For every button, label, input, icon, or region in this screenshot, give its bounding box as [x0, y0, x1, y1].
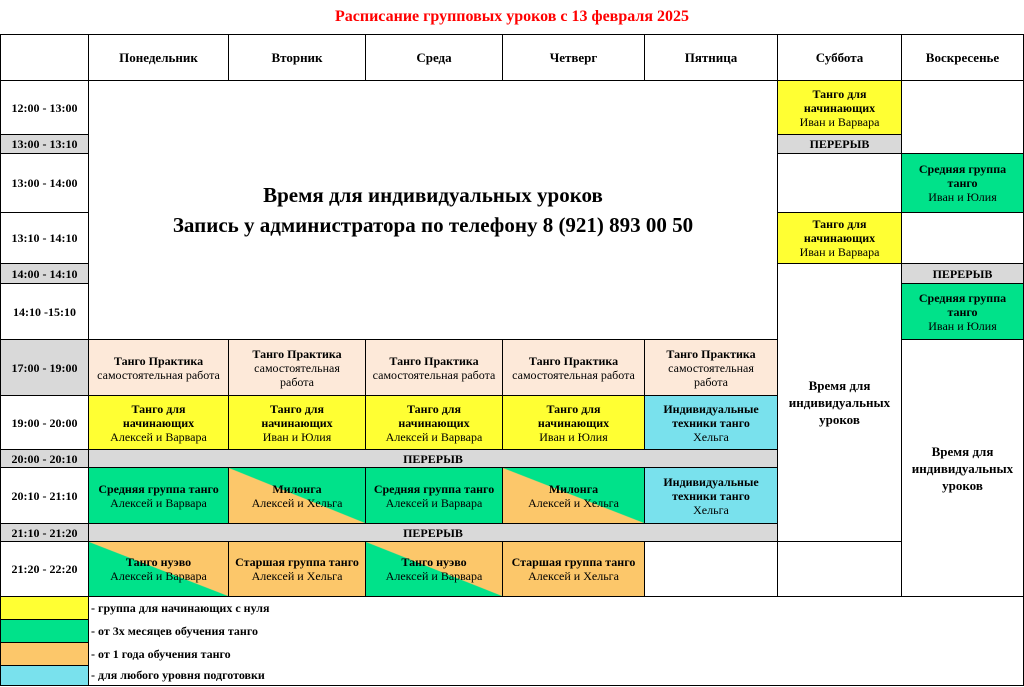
day-header-mon: Понедельник [88, 34, 229, 81]
time-13-00: 13:00 - 14:00 [0, 153, 89, 213]
class-teachers: Иван и Юлия [928, 190, 997, 204]
class-teachers: Алексей и Варвара [385, 429, 483, 444]
class-teachers: Алексей и Варвара [110, 495, 207, 510]
mon-middle-group[interactable] [88, 467, 229, 524]
sun-empty-1 [901, 80, 1024, 154]
class-title: Танго для начинающих [803, 86, 876, 115]
time-13-00-break: 13:00 - 13:10 [0, 134, 89, 154]
day-header-tue: Вторник [228, 34, 366, 81]
time-17-00: 17:00 - 19:00 [0, 339, 89, 396]
class-title: Танго нуэво [401, 555, 467, 569]
class-title: Танго для начинающих [803, 217, 876, 245]
class-teachers: Хельга [693, 429, 729, 444]
sat-break: ПЕРЕРЫВ [777, 134, 902, 154]
fri-individual-techniques-1[interactable] [644, 395, 778, 450]
class-teachers: Иван и Варвара [799, 114, 880, 129]
break-21-10: ПЕРЕРЫВ [88, 523, 778, 542]
class-title: Милонга [272, 481, 322, 496]
sat-tango-beginners-1[interactable] [777, 80, 902, 135]
sun-break: ПЕРЕРЫВ [901, 263, 1024, 284]
class-title: Старшая группа танго [235, 555, 359, 569]
class-teachers: Алексей и Хельга [528, 569, 619, 583]
time-13-10: 13:10 - 14:10 [0, 212, 89, 264]
day-header-sun: Воскресенье [901, 34, 1024, 81]
time-21-10-break: 21:10 - 21:20 [0, 523, 89, 542]
tue-milonga[interactable] [228, 467, 366, 524]
time-19-00: 19:00 - 20:00 [0, 395, 89, 450]
class-teachers: Алексей и Варвара [385, 495, 483, 510]
class-title: Средняя группа танго [918, 290, 1007, 319]
class-title: Танго Практика [113, 353, 204, 368]
class-title: Милонга [548, 481, 599, 496]
legend-yellow-text: - группа для начинающих с нуля [91, 601, 270, 615]
class-title: Средняя группа танго [373, 481, 495, 496]
class-title: Танго для начинающих [398, 401, 470, 430]
class-title: Индивидуальные техники танго [663, 401, 759, 430]
time-20-00-break: 20:00 - 20:10 [0, 449, 89, 468]
thu-senior-group[interactable] [502, 541, 645, 597]
sat-individual: Время для индивидуальных уроков [777, 263, 902, 542]
legend-swatch-green [0, 619, 89, 643]
class-teachers: Хельга [693, 502, 729, 517]
day-header-thu: Четверг [502, 34, 645, 81]
sat-empty-1 [777, 153, 902, 213]
class-title: Танго для начинающих [122, 401, 195, 430]
class-title: Средняя группа танго [98, 481, 219, 496]
fri-individual-techniques-2[interactable] [644, 467, 778, 524]
time-20-10: 20:10 - 21:10 [0, 467, 89, 524]
class-sub: самостоятельная работа [97, 367, 220, 382]
individual-line-2: Запись у администратора по телефону 8 (921) 893 00 50 [172, 213, 694, 237]
time-14-10: 14:10 -15:10 [0, 283, 89, 340]
class-sub: самостоятельная работа [668, 360, 754, 389]
class-teachers: Алексей и Хельга [251, 495, 343, 510]
wed-practice[interactable] [365, 339, 503, 396]
class-sub: самостоятельная работа [254, 360, 340, 389]
class-title: Танго Практика [389, 353, 479, 368]
thu-practice[interactable] [502, 339, 645, 396]
sun-middle-group-2[interactable] [901, 283, 1024, 340]
day-header-sat: Суббота [777, 34, 902, 81]
day-header-fri: Пятница [644, 34, 778, 81]
class-teachers: Алексей и Варвара [110, 429, 207, 444]
class-title: Средняя группа танго [918, 162, 1007, 190]
day-header-wed: Среда [365, 34, 503, 81]
sun-empty-2 [901, 212, 1024, 264]
wed-middle-group[interactable] [365, 467, 503, 524]
legend-frame [88, 596, 1024, 686]
class-teachers: Алексей и Хельга [251, 569, 343, 583]
legend-swatch-yellow [0, 596, 89, 620]
tue-senior-group[interactable] [228, 541, 366, 597]
class-teachers: Алексей и Варвара [385, 569, 483, 583]
class-teachers: Алексей и Варвара [110, 569, 207, 583]
class-teachers: Иван и Юлия [928, 318, 997, 333]
class-title: Танго для начинающих [537, 401, 610, 430]
class-title: Танго Практика [252, 346, 342, 361]
class-teachers: Иван и Юлия [539, 429, 608, 444]
class-title: Танго нуэво [125, 555, 192, 569]
corner-cell [0, 34, 89, 81]
thu-milonga[interactable] [502, 467, 645, 524]
sun-individual: Время для индивидуальных уроков [901, 339, 1024, 597]
tue-practice[interactable] [228, 339, 366, 396]
class-title: Старшая группа танго [511, 555, 636, 569]
class-title: Танго для начинающих [261, 401, 333, 430]
legend-cyan-text: - для любого уровня подготовки [91, 668, 265, 682]
wed-beginners[interactable] [365, 395, 503, 450]
time-21-20: 21:20 - 22:20 [0, 541, 89, 597]
legend-swatch-orange [0, 642, 89, 666]
individual-line-1: Время для индивидуальных уроков [263, 183, 603, 207]
mon-tango-nuevo[interactable] [88, 541, 229, 597]
schedule-title: Расписание групповых уроков с 13 февраля 2025 [334, 8, 689, 25]
class-title: Танго Практика [666, 346, 756, 361]
fri-practice[interactable] [644, 339, 778, 396]
legend-green-text: - от 3х месяцев обучения танго [91, 624, 258, 638]
fri-empty-late [644, 541, 778, 597]
legend-orange-text: - от 1 года обучения танго [91, 647, 231, 661]
class-teachers: Алексей и Хельга [528, 495, 619, 510]
class-sub: самостоятельная работа [512, 367, 635, 382]
class-teachers: Иван и Варвара [799, 245, 880, 259]
mon-practice[interactable] [88, 339, 229, 396]
tue-beginners[interactable] [228, 395, 366, 450]
thu-beginners[interactable] [502, 395, 645, 450]
time-14-00-break: 14:00 - 14:10 [0, 263, 89, 284]
mon-beginners[interactable] [88, 395, 229, 450]
class-sub: самостоятельная работа [372, 367, 496, 382]
break-20-00: ПЕРЕРЫВ [88, 449, 778, 468]
wed-tango-nuevo[interactable] [365, 541, 503, 597]
time-12-00: 12:00 - 13:00 [0, 80, 89, 135]
class-teachers: Иван и Юлия [262, 429, 332, 444]
sat-tango-beginners-2[interactable] [777, 212, 902, 264]
individual-lessons-block [88, 80, 778, 340]
legend-swatch-cyan [0, 665, 89, 686]
class-title: Индивидуальные техники танго [663, 474, 759, 503]
sun-middle-group-1[interactable] [901, 153, 1024, 213]
class-title: Танго Практика [528, 353, 619, 368]
